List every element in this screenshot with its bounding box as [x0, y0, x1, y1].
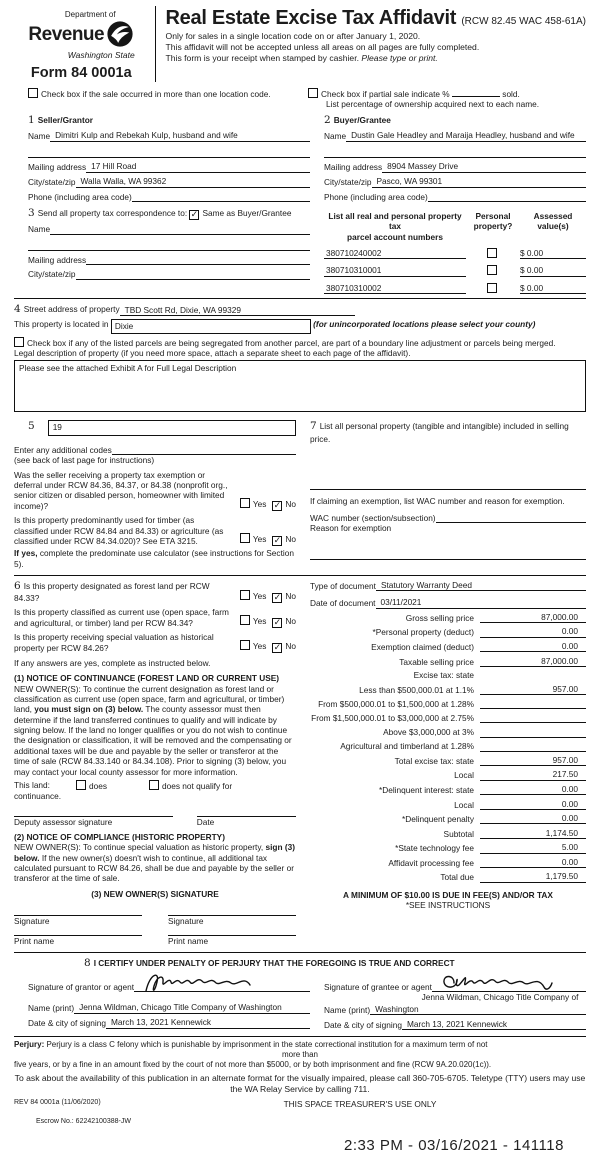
assessed-value-field[interactable]: $ 0.00 — [520, 248, 586, 259]
tax-row-label: Exemption claimed (deduct) — [371, 641, 474, 652]
multi-location-check-row — [28, 88, 308, 110]
street-address-field[interactable]: TBD Scott Rd, Dixie, WA 99329 — [120, 305, 356, 316]
deputy-assessor-signature-field[interactable] — [14, 816, 173, 827]
legal-description-label: Legal description of property (if you need more space, attach a separate sheet to each page of the affidavit). — [14, 348, 411, 359]
deputy-date-field[interactable] — [197, 816, 296, 827]
correspondence-city-field[interactable] — [76, 269, 311, 280]
tax-row-label: *State technology fee — [395, 843, 474, 854]
parcel-row — [324, 283, 586, 294]
treasurer-stamp: 2:33 PM - 03/16/2021 - 141118 — [344, 1136, 564, 1154]
historical-property-question: Is this property receiving special valuation as historical property per RCW 84.26? — [14, 632, 214, 653]
treasurer-use-label: THIS SPACE TREASURER'S USE ONLY — [283, 1099, 437, 1110]
buyer-phone-label: Phone (including area code) — [324, 191, 428, 202]
seller-name-field[interactable]: Dimitri Kulp and Rebekah Kulp, husband and wife — [50, 130, 310, 141]
reason-exemption-label: Reason for exemption — [310, 523, 392, 534]
tax-row — [310, 784, 586, 795]
tax-row-value[interactable]: 1,179.50 — [480, 871, 586, 882]
reason-exemption-field[interactable] — [310, 548, 586, 560]
wac-number-label: WAC number (section/subsection) — [310, 512, 436, 523]
additional-codes-field[interactable] — [112, 444, 296, 455]
tax-row-label: *Personal property (deduct) — [372, 627, 474, 638]
seller-phone-field[interactable] — [132, 191, 310, 202]
buyer-grantee-section — [324, 114, 586, 202]
tax-row — [310, 656, 586, 667]
correspondence-city-label: City/state/zip — [28, 269, 76, 280]
s6q2-yes-checkbox[interactable] — [240, 615, 250, 625]
seller-mailing-field[interactable]: 17 Hill Road — [86, 161, 310, 172]
segregated-checkbox[interactable] — [14, 337, 24, 347]
personal-property-section — [310, 420, 586, 569]
tax-row-value[interactable] — [480, 698, 586, 709]
tax-row — [310, 741, 586, 752]
grantor-date-city-field[interactable]: March 13, 2021 Kennewick — [106, 1017, 310, 1028]
tax-row — [310, 712, 586, 723]
located-in-label: This property is located in — [14, 319, 109, 330]
buyer-name-field[interactable]: Dustin Gale Headley and Maraija Headley, husband and wife — [346, 130, 586, 141]
grantee-date-city-label: Date & city of signing — [324, 1019, 402, 1030]
form-title: Real Estate Excise Tax Affidavit (RCW 82.45 WAC 458-61A) — [165, 7, 586, 29]
tax-row-value[interactable]: 0.00 — [480, 784, 586, 795]
tax-row-label: Less than $500,000.01 at 1.1% — [359, 684, 474, 695]
s5q1-no-checkbox[interactable]: ✓ — [273, 500, 282, 511]
tax-row — [310, 727, 586, 738]
parcel-col-header: List all real and personal property tax parcel account numbers — [328, 211, 462, 242]
grantee-signature-subtext: Jenna Wildman, Chicago Title Company of — [421, 992, 579, 1003]
rcw-reference: (RCW 82.45 WAC 458-61A) — [461, 16, 586, 27]
timber-agriculture-question: Is this property predominantly used for timber (as classified under RCW 84.84 and 84.33) or agriculture (as classified under RCW 84.34.020)? See ETA 3215. — [14, 515, 224, 546]
this-land-row — [14, 780, 296, 791]
personal-property-col-header: Personal property? — [473, 211, 513, 232]
s5q2-yes-checkbox[interactable] — [240, 533, 250, 543]
location-code-section: 5 19 Enter any additional codes (see back of last page for instructions) Was the seller receiving a property tax exemption or deferral under RCW 84.36, 84.37, or 84.38 (nonprofit org., senior citizen or disabled person, homeowner with limited income)? Yes ✓ No Is this property predominantly used for timber (as classified under RCW 84.84 and 84.33) or agriculture (as classified under RCW 84.34.020)? See ETA 3215. Yes ✓ No If yes, complete the predominate use calculator (see instructions for Section 5). — [14, 420, 296, 569]
property-address-section — [14, 303, 586, 412]
grantor-signature-label: Signature of grantor or agent — [28, 982, 135, 993]
tax-row-label: From $1,500,000.01 to $3,000,000 at 2.75% — [311, 713, 474, 723]
agency-block — [14, 6, 149, 82]
correspondence-name-field[interactable] — [50, 224, 310, 235]
land-designation-section: 6 Is this property designated as forest land per RCW 84.33? Yes ✓ No Is this property classified as current use (open space, farm and agricultural, or timber) land per RCW 84.34? Yes ✓ No Is this property receiving special valuation as historical property per RCW 84.26? Yes ✓ No If any answers are yes, complete as instructed below. (1) NOTICE OF CONTINUANCE (FOREST LAND OR CURRENT USE) NEW OWNER(S): To continue the current designation as forest land or classification as current use (open space, farm and agricultural, or timber) land, you must sign on (3) below. The county assessor must then determine if the land transferred continues to qualify and will indicate by signing below. If the land no longer qualifies or you do not wish to continue the designation or classification, it will be removed and the compensating or additional taxes will be due and payable by the seller or transferor at the time of sale (RCW 84.33.140 or 84.34.108). Prior to signing (3) below, you may contact your local county assessor for more information. This land: does does not qualify for continuance. Deputy assessor signature Date (2) NOTICE OF COMPLIANCE (HISTORIC PROPERTY) NEW OWNER(S): To continue special valuation as historic property, sign (3) below. If the new owner(s) doesn't wish to continue, all additional tax calculated pursuant to RCW 84.26, shall be due and payable by the seller or transferor at the time of sale. (3) NEW OWNER(S) SIGNATURE Signature Signature Print name Print name — [14, 579, 296, 947]
seller-grantor-section — [28, 114, 310, 202]
tax-row-label: *Delinquent penalty — [402, 814, 474, 825]
tax-row-value[interactable]: 87,000.00 — [480, 612, 586, 623]
tax-row-label: Total due — [440, 872, 474, 883]
if-yes-note-bold: If yes, — [14, 548, 38, 559]
parcel-number-field[interactable]: 380710240002 — [324, 248, 466, 259]
tax-row-label: Subtotal — [443, 828, 474, 839]
assessed-value-field[interactable]: $ 0.00 — [520, 283, 586, 294]
see-instructions-note: *SEE INSTRUCTIONS — [405, 900, 491, 911]
correspondence-label: Send all property tax correspondence to: — [37, 208, 188, 219]
tax-row-label: Agricultural and timberland at 1.28% — [340, 741, 474, 752]
tax-row — [310, 641, 586, 652]
tax-row-value[interactable]: 957.00 — [480, 684, 586, 695]
seller-city-field[interactable]: Walla Walla, WA 99362 — [76, 176, 311, 187]
doc-date-field[interactable]: 03/11/2021 — [376, 597, 587, 608]
grantor-date-city-label: Date & city of signing — [28, 1018, 106, 1029]
dor-logo-icon — [106, 20, 134, 50]
tax-row-label: Local — [454, 770, 474, 781]
buyer-mailing-field[interactable]: 8904 Massey Drive — [382, 161, 586, 172]
exemption-deferral-question: Was the seller receiving a property tax exemption or deferral under RCW 84.36, 84.37, or 84.38 (nonprofit org., senior citizen or disabled person, homeowner with limited income)? — [14, 469, 228, 511]
same-as-buyer-label: Same as Buyer/Grantee — [202, 208, 292, 219]
assessed-value-col-header: Assessed value(s) — [533, 211, 573, 232]
s5q2-no-checkbox[interactable]: ✓ — [273, 535, 282, 546]
buyer-city-field[interactable]: Pasco, WA 99301 — [372, 176, 587, 187]
partial-sale-check-row — [308, 88, 586, 110]
parcel-table — [324, 207, 586, 294]
tax-row-label: Affidavit processing fee — [388, 857, 474, 868]
dept-of-label: Department of — [64, 10, 116, 19]
section-7-number: 7 — [310, 420, 317, 433]
forest-land-question: Is this property designated as forest land per RCW 84.33? — [14, 580, 210, 604]
section-4-number: 4 — [14, 303, 21, 316]
s6q1-no-checkbox[interactable]: ✓ — [273, 592, 282, 603]
s6q1-yes-checkbox[interactable] — [240, 590, 250, 600]
correspondence-name-label: Name — [28, 224, 51, 235]
deputy-assessor-label: Deputy assessor signature — [14, 816, 113, 827]
notice-compliance-title: (2) NOTICE OF COMPLIANCE (HISTORIC PROPERTY) — [14, 831, 225, 842]
certify-statement: I CERTIFY UNDER PENALTY OF PERJURY THAT THE FOREGOING IS TRUE AND CORRECT — [93, 957, 455, 968]
seller-city-label: City/state/zip — [28, 177, 76, 188]
personal-property-checkbox[interactable] — [487, 248, 497, 258]
tax-row — [310, 626, 586, 637]
section-6-number: 6 — [14, 579, 21, 592]
grantee-signature-label: Signature of grantee or agent — [324, 982, 432, 993]
buyer-phone-field[interactable] — [428, 191, 586, 202]
tax-row — [310, 755, 586, 766]
partial-sale-label2: sold. — [502, 89, 520, 100]
section-5-number: 5 — [28, 420, 35, 433]
partial-sale-percent-field[interactable] — [452, 96, 500, 97]
tax-row-label: *Delinquent interest: state — [378, 785, 474, 796]
s5q1-yes-checkbox[interactable] — [240, 498, 250, 508]
exemption-claim-label: If claiming an exemption, list WAC number and reason for exemption. — [310, 495, 565, 506]
tax-row-label: Above $3,000,000 at 3% — [383, 727, 474, 738]
parcel-row — [324, 265, 586, 276]
tax-row-label: Gross selling price — [405, 612, 474, 623]
personal-property-field[interactable] — [310, 478, 586, 490]
section-1-number: 1 — [28, 113, 35, 126]
tax-row-label: Local — [454, 799, 474, 810]
print-name-1-label: Print name — [14, 936, 55, 947]
assessed-value-field[interactable]: $ 0.00 — [520, 265, 586, 276]
buyer-city-label: City/state/zip — [324, 177, 372, 188]
seller-name-label: Name — [28, 131, 51, 142]
tax-row — [310, 769, 586, 780]
tax-row — [310, 871, 586, 882]
street-address-label: Street address of property — [23, 304, 120, 315]
wac-number-field[interactable] — [436, 512, 586, 523]
form-number: Form 84 0001a — [30, 64, 132, 81]
tax-row-value[interactable]: 217.50 — [480, 769, 586, 780]
correspondence-mailing-label: Mailing address — [28, 254, 87, 265]
tax-row-value[interactable] — [480, 741, 586, 752]
seller-phone-label: Phone (including area code) — [28, 191, 132, 202]
tax-row-value[interactable]: 0.00 — [480, 813, 586, 824]
tax-row — [310, 857, 586, 868]
multi-location-label: Check box if the sale occurred in more than one location code. — [41, 89, 271, 100]
escrow-number: Escrow No.: 62242100388-JW — [36, 1117, 131, 1125]
header-note-2: This affidavit will not be accepted unless all areas on all pages are fully completed. — [165, 42, 480, 53]
buyer-title: Buyer/Grantee — [333, 114, 391, 125]
buyer-name-label: Name — [324, 131, 347, 142]
current-use-question: Is this property classified as current use (open space, farm and agricultural, or timber) land per RCW 84.34? — [14, 607, 229, 628]
certification-section — [14, 957, 586, 1030]
notice-continuance-title: (1) NOTICE OF CONTINUANCE (FOREST LAND OR CURRENT USE) — [14, 673, 280, 684]
additional-codes-label: Enter any additional codes — [14, 445, 112, 456]
tax-row-value[interactable]: 0.00 — [480, 857, 586, 868]
s6q2-no-checkbox[interactable]: ✓ — [273, 617, 282, 628]
grantee-signature — [440, 969, 560, 995]
additional-codes-note: (see back of last page for instructions) — [14, 455, 155, 466]
same-as-buyer-checkbox[interactable]: ✓ — [190, 209, 199, 220]
grantee-name-print-label: Name (print) — [324, 1004, 371, 1015]
tax-correspondence-section — [28, 207, 310, 294]
location-code-field[interactable]: 19 — [48, 420, 296, 436]
form-header — [14, 6, 586, 82]
personal-property-label: List all personal property (tangible and intangible) included in selling price. — [310, 421, 569, 444]
tax-row — [310, 828, 586, 839]
new-owners-signature-title: (3) NEW OWNER(S) SIGNATURE — [91, 888, 219, 899]
rev-number: REV 84 0001a (11/06/2020) — [14, 1099, 101, 1107]
doc-type-label: Type of document — [310, 580, 376, 591]
does-not-label: does not qualify for — [162, 780, 233, 791]
grantor-name-print-field[interactable]: Jenna Wildman, Chicago Title Company of Washington — [74, 1002, 310, 1013]
tax-row — [310, 684, 586, 695]
doc-type-field[interactable]: Statutory Warranty Deed — [376, 580, 586, 591]
tax-row-value[interactable]: 0.00 — [480, 641, 586, 652]
does-label: does — [89, 780, 107, 791]
personal-property-checkbox[interactable] — [487, 283, 497, 293]
seller-mailing-label: Mailing address — [28, 162, 87, 173]
does-not-checkbox[interactable] — [149, 780, 159, 790]
section-3-number: 3 — [28, 207, 35, 220]
parcel-number-field[interactable]: 380710310001 — [324, 265, 466, 276]
seller-title: Seller/Grantor — [37, 114, 94, 125]
grantee-date-city-field[interactable]: March 13, 2021 Kennewick — [402, 1019, 586, 1030]
tax-row — [310, 813, 586, 824]
excise-tax-state-label: Excise tax: state — [413, 670, 474, 681]
tax-row-value[interactable]: 1,174.50 — [480, 828, 586, 839]
tax-row-value[interactable]: 0.00 — [480, 626, 586, 637]
tax-row — [310, 612, 586, 623]
partial-sale-checkbox[interactable] — [308, 88, 318, 98]
print-name-2-label: Print name — [168, 936, 209, 947]
tax-row-value[interactable]: 957.00 — [480, 755, 586, 766]
buyer-name2-field[interactable] — [324, 146, 586, 158]
deputy-date-label: Date — [196, 816, 215, 827]
tax-row-value[interactable]: 87,000.00 — [480, 656, 586, 667]
correspondence-mailing-field[interactable] — [86, 254, 310, 265]
grantor-signature-field[interactable] — [134, 977, 310, 992]
section-8-number: 8 — [84, 956, 91, 969]
header-note-3: This form is your receipt when stamped by cashier. Please type or print. — [165, 53, 438, 64]
notice-continuance-text: NEW OWNER(S): To continue the current designation as forest land or classification as current use (open space, farm and agricultural, or timber) land, you must sign on (3) below. The county assessor must then determine if the land transferred continues to qualify and will indicate by signing below. If the land no longer qualifies or you do not wish to continue the designation or classification, it will be removed and the compensating or additional taxes will be due and payable by the seller or transferor at the time of sale (RCW 84.33.140 or 84.34.108). Prior to signing (3) below, you may contact your local county assessor for more information. — [14, 683, 292, 777]
perjury-notice: Perjury: Perjury is a class C felony which is punishable by imprisonment in the state correctional institution for a maximum term of not more than five years, or by a fine in an amount fixed by the court of not more than $5000, or by both imprisonment and fine (RCW 9A.20.020(1c)). To ask about the availability of this publication in an alternate format for the visually impaired, please call 360-705-6705. Teletype (TTY) users may use the WA Relay Service by calling 711. — [14, 1040, 586, 1094]
does-checkbox[interactable] — [76, 780, 86, 790]
complete-instruction: If any answers are yes, complete as instructed below. — [14, 657, 211, 668]
county-note: (for unincorporated locations please select your county) — [313, 319, 536, 330]
tax-row-value[interactable] — [480, 712, 586, 723]
if-yes-note: complete the predominate use calculator (see instructions for Section 5). — [14, 548, 294, 569]
tax-row-value[interactable]: 0.00 — [480, 799, 586, 810]
located-in-field[interactable]: Dixie — [111, 319, 311, 333]
header-note-1: Only for sales in a single location code on or after January 1, 2020. — [165, 31, 421, 41]
personal-property-checkbox[interactable] — [487, 265, 497, 275]
excise-tax-state-row — [310, 670, 586, 680]
tax-computation-section — [310, 580, 586, 947]
segregated-label: Check box if any of the listed parcels are being segregated from another parcel, are part of a boundary line adjustment or parcels being merged. — [27, 337, 556, 348]
legal-description-field[interactable]: Please see the attached Exhibit A for Full Legal Description — [14, 360, 586, 412]
tax-row-value[interactable]: 5.00 — [480, 842, 586, 853]
parcel-row — [324, 248, 586, 259]
doc-date-label: Date of document — [310, 598, 376, 609]
grantee-signature-field[interactable] — [432, 977, 586, 992]
correspondence-name2-field[interactable] — [28, 239, 310, 251]
minimum-fee-note: A MINIMUM OF $10.00 IS DUE IN FEE(S) AND/OR TAX — [343, 889, 553, 900]
tax-row-label: From $500,000.01 to $1,500,000 at 1.28% — [318, 698, 474, 709]
signature-2-label: Signature — [168, 916, 204, 927]
s6q3-no-checkbox[interactable]: ✓ — [273, 641, 282, 652]
washington-state-label: Washington State — [67, 50, 135, 61]
parcel-number-field[interactable]: 380710310002 — [324, 283, 466, 294]
tax-row — [310, 799, 586, 810]
tax-row — [310, 842, 586, 853]
grantee-name-print-field[interactable]: Washington — [370, 1004, 586, 1015]
tax-row-label: Taxable selling price — [399, 656, 474, 667]
tax-row-label: Total excise tax: state — [394, 755, 474, 766]
grantor-name-print-label: Name (print) — [28, 1003, 75, 1014]
alternate-format-note: To ask about the availability of this publication in an alternate format for the visually impaired, please call 360-705-6705. Teletype (TTY) users may use the WA Relay Service by calling 711. — [14, 1073, 586, 1094]
partial-sale-label: Check box if partial sale indicate % — [321, 89, 450, 100]
s6q3-yes-checkbox[interactable] — [240, 640, 250, 650]
seller-name2-field[interactable] — [28, 146, 310, 158]
continuance-label: continuance. — [14, 791, 62, 802]
notice-compliance-text: NEW OWNER(S): To continue special valuation as historic property, sign (3) below. If the new owner(s) doesn't wish to continue, all additional tax calculated pursuant to RCW 84.26, shall be due and payable by the seller or transferor at the time of sale. — [14, 842, 295, 884]
ownership-percentage-note: List percentage of ownership acquired next to each name. — [326, 99, 540, 110]
this-land-label: This land: — [14, 779, 50, 790]
signature-1-label: Signature — [14, 916, 50, 927]
multi-location-checkbox[interactable] — [28, 88, 38, 98]
section-2-number: 2 — [324, 113, 331, 126]
buyer-mailing-label: Mailing address — [324, 162, 383, 173]
revenue-wordmark: Revenue — [28, 24, 105, 46]
tax-row — [310, 698, 586, 709]
tax-row-value[interactable] — [480, 727, 586, 738]
grantor-signature — [142, 969, 262, 995]
